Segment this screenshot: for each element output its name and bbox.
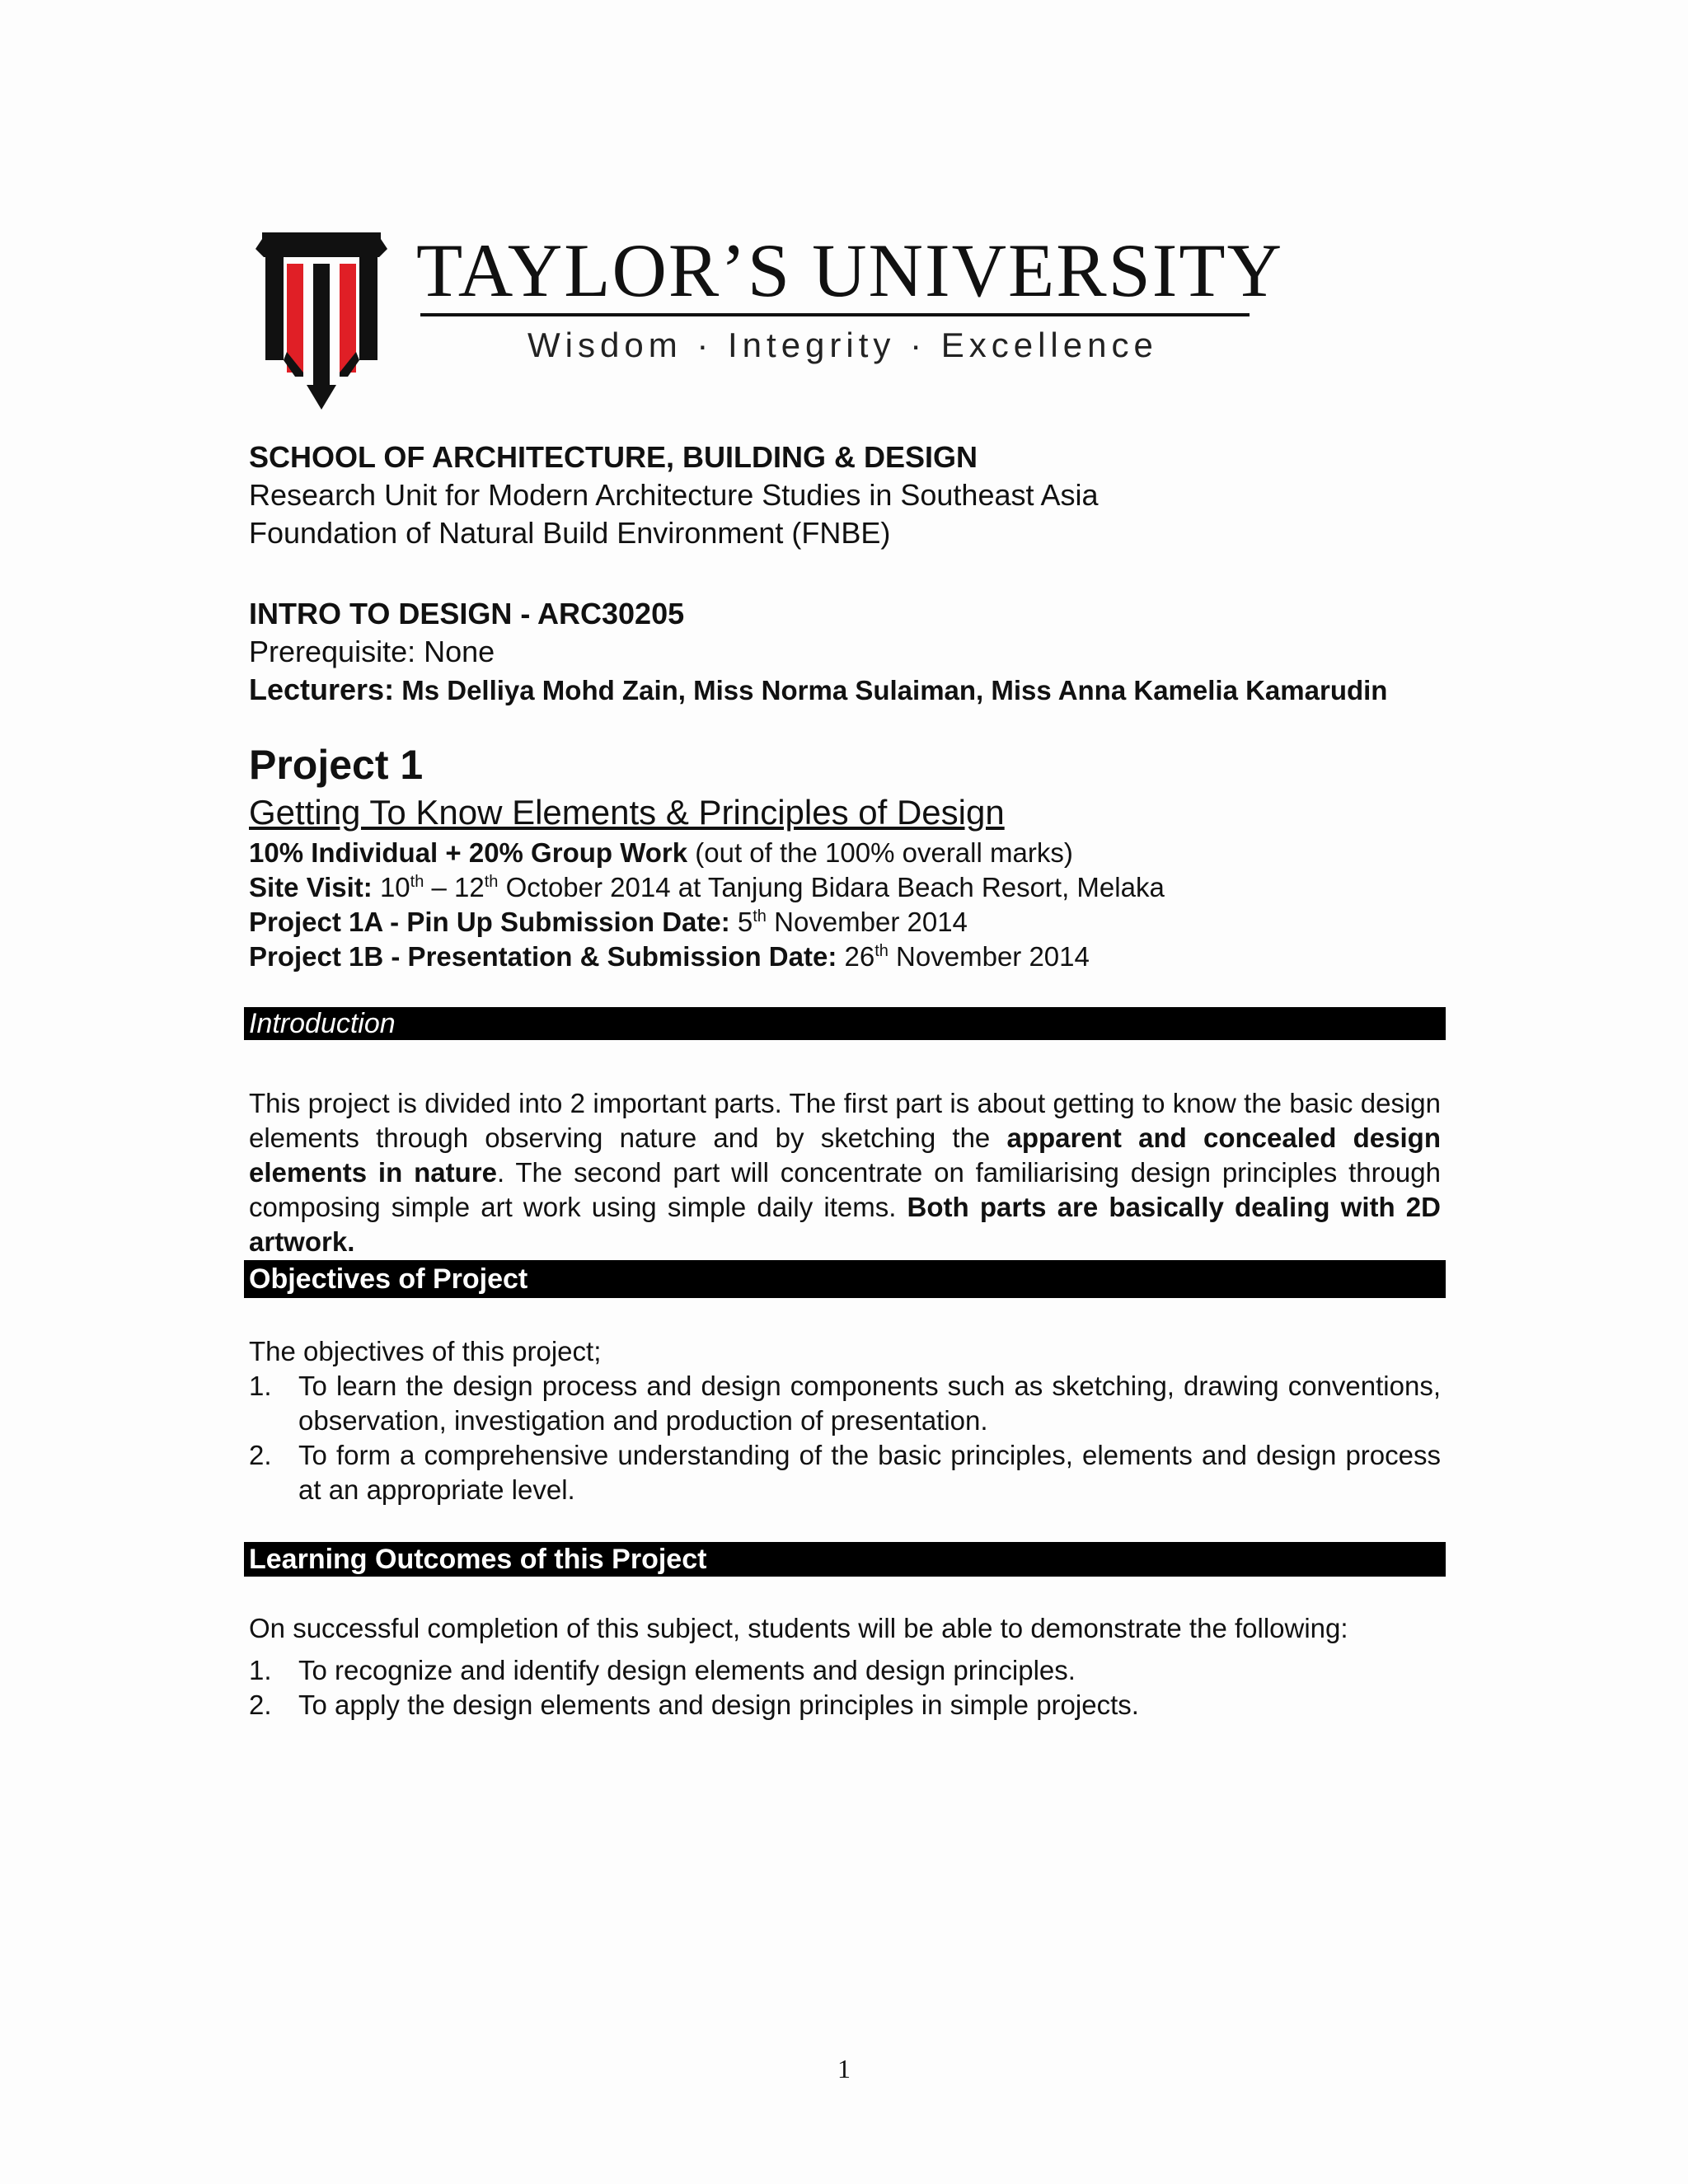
- project-1b-day-suffix: th: [874, 942, 889, 960]
- project-1b-day: 26: [837, 941, 875, 972]
- university-name: TAYLOR’S UNIVERSITY: [416, 228, 1284, 312]
- project-1b-date: [249, 940, 1444, 974]
- objectives-intro: The objectives of this project;: [249, 1336, 602, 1366]
- site-day-end-suffix: th: [484, 873, 499, 891]
- lecturers-label: Lecturers:: [249, 673, 395, 706]
- intro-text-bold2: Both parts are basically dealing with 2D artwork.: [249, 1192, 1441, 1257]
- course-info: [249, 595, 1444, 710]
- objectives-heading: Objectives of Project: [244, 1260, 1446, 1298]
- site-visit: [249, 870, 1444, 905]
- list-item: [249, 1369, 1441, 1438]
- research-unit: Research Unit for Modern Architecture Studies in Southeast Asia: [249, 478, 1099, 512]
- lecturers-names: Ms Delliya Mohd Zain, Miss Norma Sulaiman, Miss Anna Kamelia Kamarudin: [394, 675, 1388, 705]
- list-number: 1.: [249, 1371, 272, 1401]
- project-1a-label: Project 1A - Pin Up Submission Date:: [249, 907, 730, 937]
- project-1a-date: [249, 905, 1444, 940]
- list-item: [249, 1653, 1441, 1688]
- intro-text-bold1: apparent and concealed design elements in nature: [249, 1122, 1441, 1188]
- project-subtitle: Getting To Know Elements & Principles of Design: [249, 793, 1005, 832]
- site-day-end: – 12: [424, 872, 485, 902]
- list-text: To form a comprehensive understanding of the basic principles, elements and design process at an appropriate level.: [298, 1440, 1441, 1505]
- intro-text-part1: This project is divided into 2 important parts. The first part is about getting to know the basic design elements through observing nature and by sketching the: [249, 1088, 1441, 1153]
- intro-text-part2: . The second part will concentrate on familiarising design principles through composing simple art work using simple daily items.: [249, 1157, 1441, 1222]
- learning-outcomes-heading: Learning Outcomes of this Project: [244, 1542, 1446, 1577]
- introduction-text: [249, 1086, 1441, 1259]
- project-1a-day: 5: [729, 907, 753, 937]
- project-weight: [249, 836, 1444, 870]
- weight-bold: 10% Individual + 20% Group Work: [249, 837, 688, 868]
- university-logo: [256, 228, 1284, 410]
- list-text: To recognize and identify design elements and design principles.: [298, 1655, 1076, 1685]
- weight-rest: (out of the 100% overall marks): [687, 837, 1073, 868]
- list-text: To apply the design elements and design principles in simple projects.: [298, 1690, 1139, 1720]
- school-info: [249, 438, 1444, 552]
- learning-outcomes-intro: On successful completion of this subject, students will be able to demonstrate the following:: [249, 1613, 1348, 1643]
- list-item: [249, 1438, 1441, 1507]
- page-number: 1: [837, 2054, 851, 2083]
- site-visit-rest: October 2014 at Tanjung Bidara Beach Resort, Melaka: [498, 872, 1165, 902]
- site-day-start-suffix: th: [410, 873, 424, 891]
- list-item: [249, 1688, 1441, 1722]
- site-day-start: 10: [372, 872, 410, 902]
- project-title: Project 1: [249, 742, 424, 788]
- project-1a-day-suffix: th: [753, 907, 767, 926]
- learning-outcomes-list: [249, 1653, 1441, 1722]
- list-number: 2.: [249, 1690, 272, 1720]
- project-details: [249, 836, 1444, 974]
- foundation-name: Foundation of Natural Build Environment (FNBE): [249, 516, 891, 550]
- introduction-heading: Introduction: [244, 1007, 1446, 1040]
- university-tagline: Wisdom · Integrity · Excellence: [528, 326, 1158, 364]
- objectives-list: [249, 1369, 1441, 1507]
- project-1b-label: Project 1B - Presentation & Submission Date:: [249, 941, 837, 972]
- school-name: SCHOOL OF ARCHITECTURE, BUILDING & DESIGN: [249, 440, 978, 474]
- project-1a-month: November 2014: [766, 907, 968, 937]
- prerequisite: Prerequisite: None: [249, 635, 495, 668]
- list-number: 1.: [249, 1655, 272, 1685]
- university-crest-icon: [256, 232, 387, 410]
- project-1b-month: November 2014: [888, 941, 1090, 972]
- site-visit-label: Site Visit:: [249, 872, 373, 902]
- course-code-title: INTRO TO DESIGN - ARC30205: [249, 597, 685, 630]
- list-text: To learn the design process and design components such as sketching, drawing conventions, observation, investigation and production of presentation.: [298, 1371, 1441, 1436]
- logo-divider: [420, 313, 1250, 316]
- list-number: 2.: [249, 1440, 272, 1470]
- lecturers-line: [249, 671, 1444, 710]
